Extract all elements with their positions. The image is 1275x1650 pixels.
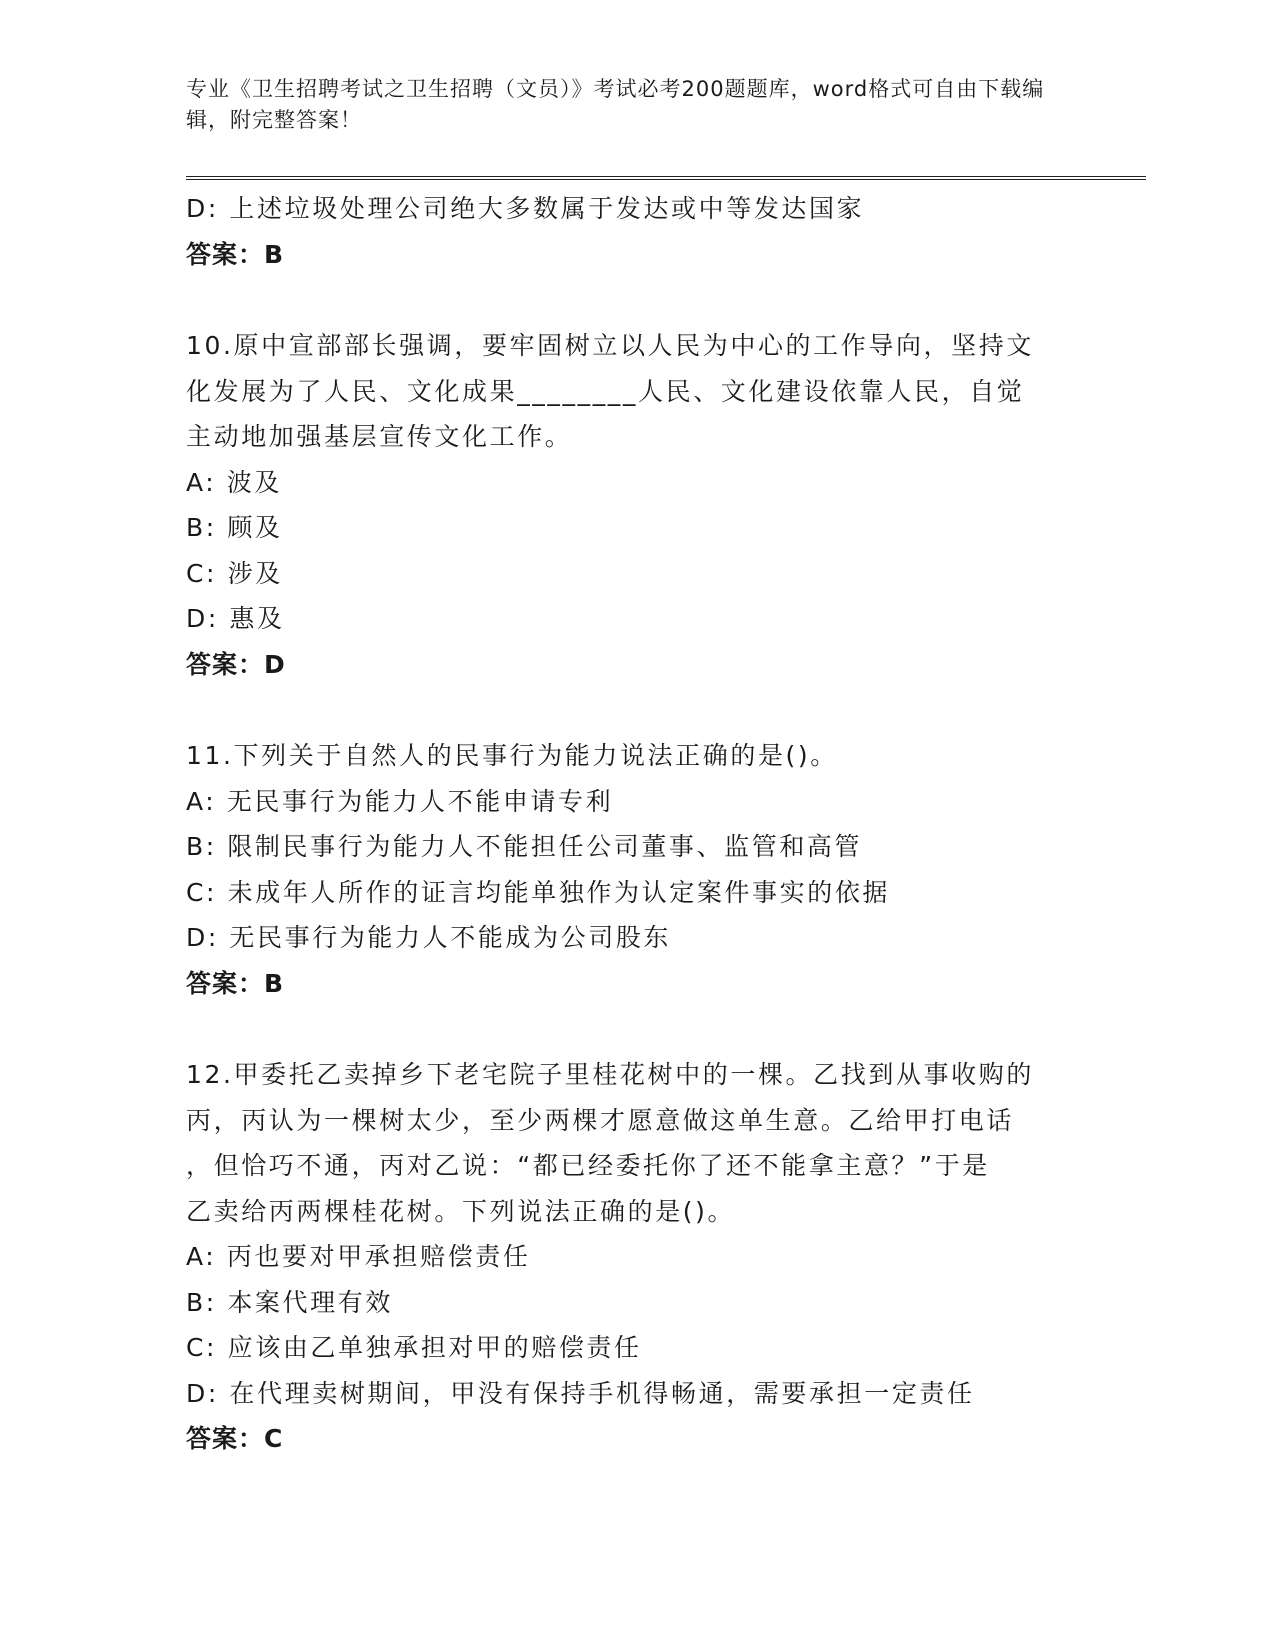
document-header: 专业《卫生招聘考试之卫生招聘（文员）》考试必考200题题库，word格式可自由下载编辑，附完整答案！ (186, 77, 1045, 132)
option-d: D: 惠及 (186, 604, 285, 633)
answer: 答案：C (186, 1424, 284, 1453)
prev-question-tail (186, 186, 1086, 277)
question-12 (186, 1052, 1086, 1462)
question-stem: 主动地加强基层宣传文化工作。 (186, 422, 573, 451)
option-a: A: 无民事行为能力人不能申请专利 (186, 786, 614, 816)
question-11 (186, 733, 1086, 1006)
option-c: C: 未成年人所作的证言均能单独作为认定案件事实的依据 (186, 877, 891, 907)
spacer (186, 1006, 1086, 1052)
option-d: D: 在代理卖树期间，甲没有保持手机得畅通，需要承担一定责任 (186, 1378, 975, 1408)
option-d: D: 上述垃圾处理公司绝大多数属于发达或中等发达国家 (186, 194, 865, 223)
option-a: A: 丙也要对甲承担赔偿责任 (186, 1242, 531, 1271)
option-b: B: 限制民事行为能力人不能担任公司董事、监管和高管 (186, 832, 863, 861)
question-stem: 12.甲委托乙卖掉乡下老宅院子里桂花树中的一棵。乙找到从事收购的 (186, 1060, 1034, 1089)
option-c: C: 应该由乙单独承担对甲的赔偿责任 (186, 1333, 642, 1362)
answer: 答案：B (186, 239, 285, 269)
question-stem: 10.原中宣部部长强调，要牢固树立以人民为中心的工作导向，坚持文 (186, 331, 1034, 360)
option-c: C: 涉及 (186, 558, 283, 588)
spacer (186, 277, 1086, 323)
question-10 (186, 323, 1086, 687)
spacer (186, 687, 1086, 733)
option-b: B: 本案代理有效 (186, 1287, 393, 1317)
question-stem: ，但恰巧不通，丙对乙说：“都已经委托你了还不能拿主意？”于是 (186, 1151, 990, 1180)
question-stem: 11.下列关于自然人的民事行为能力说法正确的是()。 (186, 741, 838, 770)
answer: 答案：B (186, 968, 285, 998)
question-stem: 丙，丙认为一棵树太少，至少两棵才愿意做这单生意。乙给甲打电话 (186, 1105, 1015, 1135)
question-stem: 乙卖给丙两棵桂花树。下列说法正确的是()。 (186, 1196, 736, 1226)
option-a: A: 波及 (186, 467, 283, 497)
answer: 答案：D (186, 649, 286, 679)
option-d: D: 无民事行为能力人不能成为公司股东 (186, 923, 672, 952)
option-b: B: 顾及 (186, 513, 283, 542)
header-divider (186, 176, 1146, 180)
question-stem: 化发展为了人民、文化成果________人民、文化建设依靠人民，自觉 (186, 376, 1025, 406)
document-body (186, 186, 1086, 1462)
